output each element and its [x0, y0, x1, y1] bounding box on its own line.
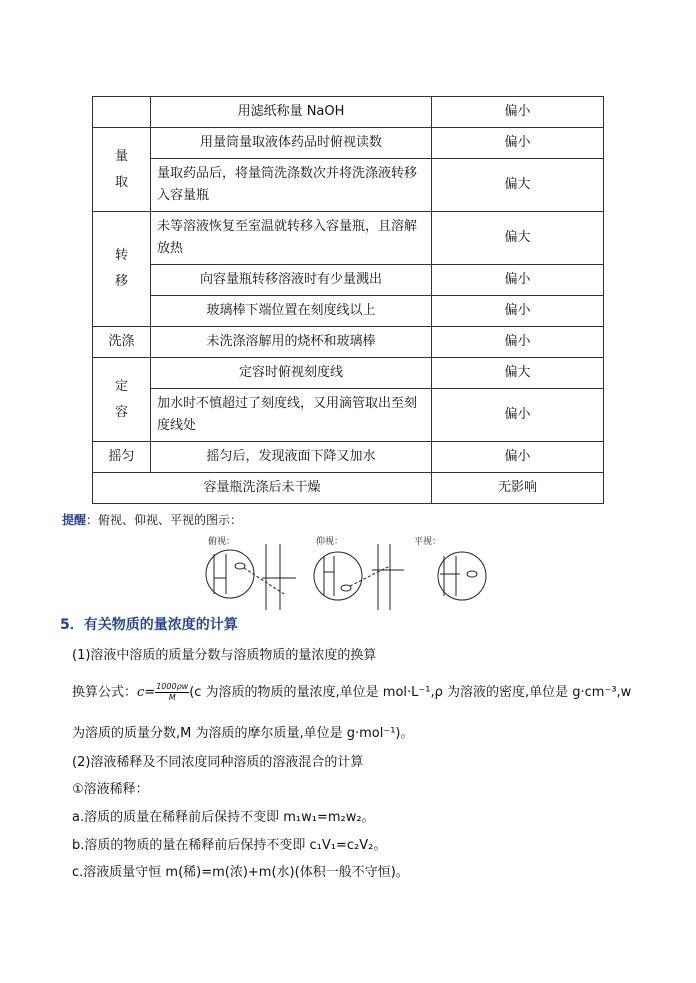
result-cell: 偏大	[432, 358, 604, 389]
result-cell: 偏小	[432, 442, 604, 473]
level-view-illustration	[438, 552, 486, 600]
operation-cell: 未洗涤溶解用的烧杯和玻璃棒	[151, 327, 432, 358]
paragraph-dilution-subheading: ①溶液稀释：	[72, 782, 149, 797]
result-cell: 偏小	[432, 97, 604, 128]
operation-cell: 加水时不慎超过了刻度线，又用滴管取出至刻度线处	[151, 389, 432, 442]
paragraph-point-b: b.溶质的物质的量在稀释前后保持不变即 c₁V₁=c₂V₂。	[72, 838, 387, 853]
table-row	[93, 358, 604, 389]
paragraph-point-a: a.溶质的质量在稀释前后保持不变即 m₁w₁=m₂w₂。	[72, 810, 375, 825]
reading-view-diagram	[200, 532, 500, 610]
category-cell-empty	[93, 97, 151, 128]
operation-cell: 用滤纸称量 NaOH	[151, 97, 432, 128]
result-cell: 偏大	[432, 212, 604, 265]
operation-cell: 定容时俯视刻度线	[151, 358, 432, 389]
paragraph-dilution-heading: (2)溶液稀释及不同浓度同种溶质的溶液混合的计算	[72, 755, 364, 770]
bottom-view-illustration	[314, 544, 404, 610]
paragraph-conversion-heading: (1)溶液中溶质的质量分数与溶质物质的量浓度的换算	[72, 648, 377, 663]
paragraph-point-c: c.溶液质量守恒 m(稀)=m(浓)+m(水)(体积一般不守恒)。	[72, 865, 409, 880]
result-cell: 偏小	[432, 389, 604, 442]
table-row	[93, 442, 604, 473]
result-cell: 无影响	[432, 473, 604, 504]
table-row	[93, 296, 604, 327]
result-cell: 偏小	[432, 296, 604, 327]
table-row	[93, 327, 604, 358]
tip-label: 提醒	[62, 513, 87, 527]
operation-cell: 未等溶液恢复至室温就转移入容量瓶，且溶解放热	[151, 212, 432, 265]
paragraph-formula: 换算公式：c= $\frac{1000\rho w}{M}$ (c 为溶质的物质的量浓度,单位是 mol·L⁻¹,ρ 为溶液的密度,单位是 g·cm⁻³,w	[72, 682, 632, 702]
tip-text: ：俯视、仰视、平视的图示：	[86, 513, 243, 527]
operation-cell: 向容量瓶转移溶液时有少量溅出	[151, 265, 432, 296]
table-row	[93, 128, 604, 159]
error-analysis-table	[92, 96, 604, 504]
formula-fraction: $\frac{1000\rho w}{M}$	[156, 682, 189, 702]
figure-label-level-view: 平视：	[414, 536, 442, 546]
result-cell: 偏大	[432, 159, 604, 212]
table-row	[93, 97, 604, 128]
table-row	[93, 389, 604, 442]
operation-cell: 用量筒量取液体药品时俯视读数	[151, 128, 432, 159]
figure-label-bottom-view: 仰视：	[316, 536, 344, 546]
category-cell-zhuanyi: 转 移	[93, 212, 151, 327]
category-cell-yaoyun: 摇匀	[93, 442, 151, 473]
result-cell: 偏小	[432, 327, 604, 358]
tip-line	[62, 511, 242, 528]
result-cell: 偏小	[432, 265, 604, 296]
section-title: 5．有关物质的量浓度的计算	[60, 617, 238, 633]
operation-cell: 容量瓶洗涤后未干燥	[93, 473, 432, 504]
operation-cell: 摇匀后，发现液面下降又加水	[151, 442, 432, 473]
operation-cell: 玻璃棒下端位置在刻度线以上	[151, 296, 432, 327]
table-row	[93, 212, 604, 265]
table-row	[93, 265, 604, 296]
category-cell-liangqu: 量 取	[93, 128, 151, 212]
table-row	[93, 473, 604, 504]
top-view-illustration	[206, 544, 296, 610]
operation-cell: 量取药品后，将量筒洗涤数次并将洗涤液转移入容量瓶	[151, 159, 432, 212]
category-cell-dingrong: 定 容	[93, 358, 151, 442]
table-row	[93, 159, 604, 212]
figure-label-top-view: 俯视：	[208, 536, 236, 546]
result-cell: 偏小	[432, 128, 604, 159]
category-cell-xidi: 洗涤	[93, 327, 151, 358]
paragraph-formula-continued: 为溶质的质量分数,M 为溶质的摩尔质量,单位是 g·mol⁻¹)。	[72, 726, 414, 741]
